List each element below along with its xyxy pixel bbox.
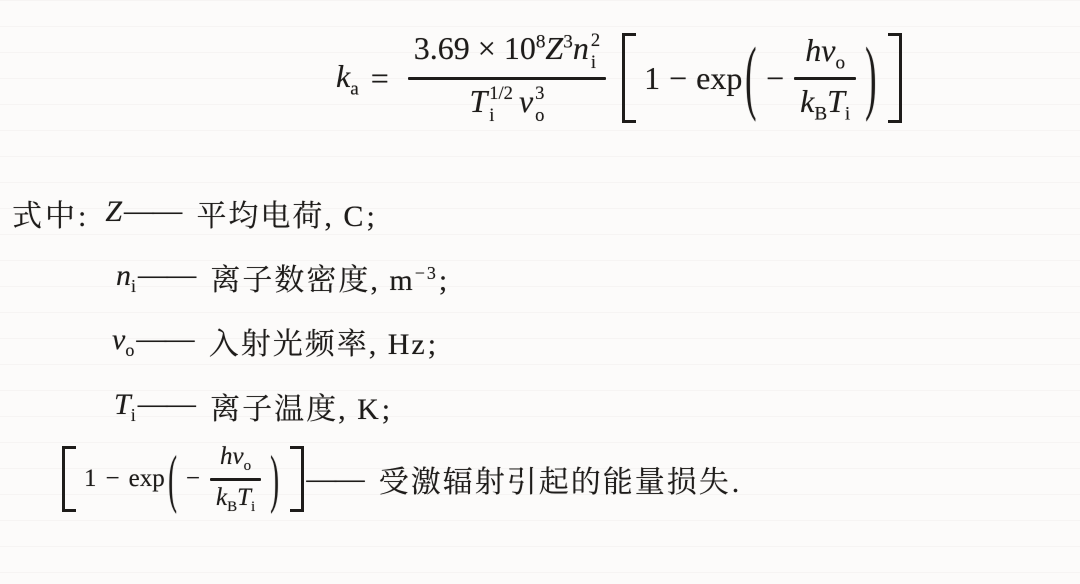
exp-fraction [794,32,856,123]
subscript-o: o [835,52,846,74]
main-fraction-numerator [408,30,606,73]
definition-row-Z [12,191,377,235]
minus-sign: − [105,465,120,492]
definition-row-bracket-term [62,443,741,515]
bracket-term-expression [62,443,304,515]
symbol-n: n [572,30,589,66]
where-label: 式中: [12,200,90,233]
definition-text: 离子温度, K; [210,393,393,426]
right-square-bracket [290,446,304,512]
symbol-T-i: $T_i$ [114,388,136,425]
symbol-nu: ν [232,443,244,470]
exponent-8: 8 [535,31,546,53]
left-square-bracket [622,33,636,123]
symbol-nu: ν [518,83,534,119]
definition-text: 平均电荷, C; [196,200,377,233]
fraction-bar [794,77,856,80]
symbol-nu: ν [821,32,836,69]
nu-supsub: 3 o [535,83,545,126]
equals-sign: = [370,59,390,96]
symbol-T: T [469,83,488,119]
exp-fraction-numerator [799,32,851,73]
exp-operator: exp [128,465,165,492]
one-minus-exp: 1 − exp [644,59,743,96]
symbol-n-i: $n_i$ [116,259,137,296]
subscript-i: i [844,103,851,125]
definition-text: 离子数密度, $m^{-3}$; [210,263,450,297]
formula-lhs [336,58,359,99]
right-square-bracket [888,33,902,123]
em-dash: —— [136,322,193,355]
exp-operator: exp [696,59,743,96]
right-parenthesis: ) [865,31,877,123]
minus-sign: − [669,59,688,96]
exp-fraction [210,443,261,515]
symbol-T: T [237,484,252,511]
one-minus-exp: 1 − exp [84,465,165,492]
exponent-3: 3 [563,31,573,53]
coefficient: 3.69 × 10 [413,30,536,66]
definition-text: 受激辐射引起的能量损失. [378,466,742,499]
T-supsub: 1/2 i [489,83,513,126]
negative-sign: − [185,465,200,492]
right-parenthesis: ) [270,441,280,515]
em-dash: —— [137,387,195,420]
left-square-bracket [62,446,76,512]
definition-row-Ti [114,384,392,428]
em-dash: —— [124,194,181,227]
main-fraction [408,30,606,126]
fraction-bar [210,478,261,481]
symbol-h: h [220,443,233,470]
symbol-nu-o: $\nu_o$ [112,323,135,360]
exp-fraction-denominator [794,83,856,124]
symbol-k: k [800,83,815,119]
subscript-B: B [227,499,238,515]
em-dash: —— [306,462,363,495]
left-parenthesis: ( [167,441,177,515]
symbol-h: h [805,32,822,69]
subscript-B: B [814,103,828,125]
subscript-i: i [251,499,256,515]
negative-sign: − [766,59,785,96]
n-supsub: 2 i [590,30,601,73]
left-parenthesis: ( [745,31,757,123]
fraction-bar [408,77,606,80]
symbol-k: k [216,484,228,511]
main-fraction-denominator [463,83,550,126]
definition-row-nu-o [112,319,438,363]
symbol-k: k [336,57,351,94]
symbol-Z: Z [545,30,564,66]
symbol-T: T [827,83,845,119]
definition-row-ni [116,255,449,299]
symbol-Z: Z [105,195,123,228]
subscript-a: a [350,78,359,100]
subscript-o: o [243,458,252,474]
definition-text: 入射光频率, Hz; [208,328,439,361]
absorption-coefficient-formula [336,30,902,126]
em-dash: —— [138,258,195,291]
